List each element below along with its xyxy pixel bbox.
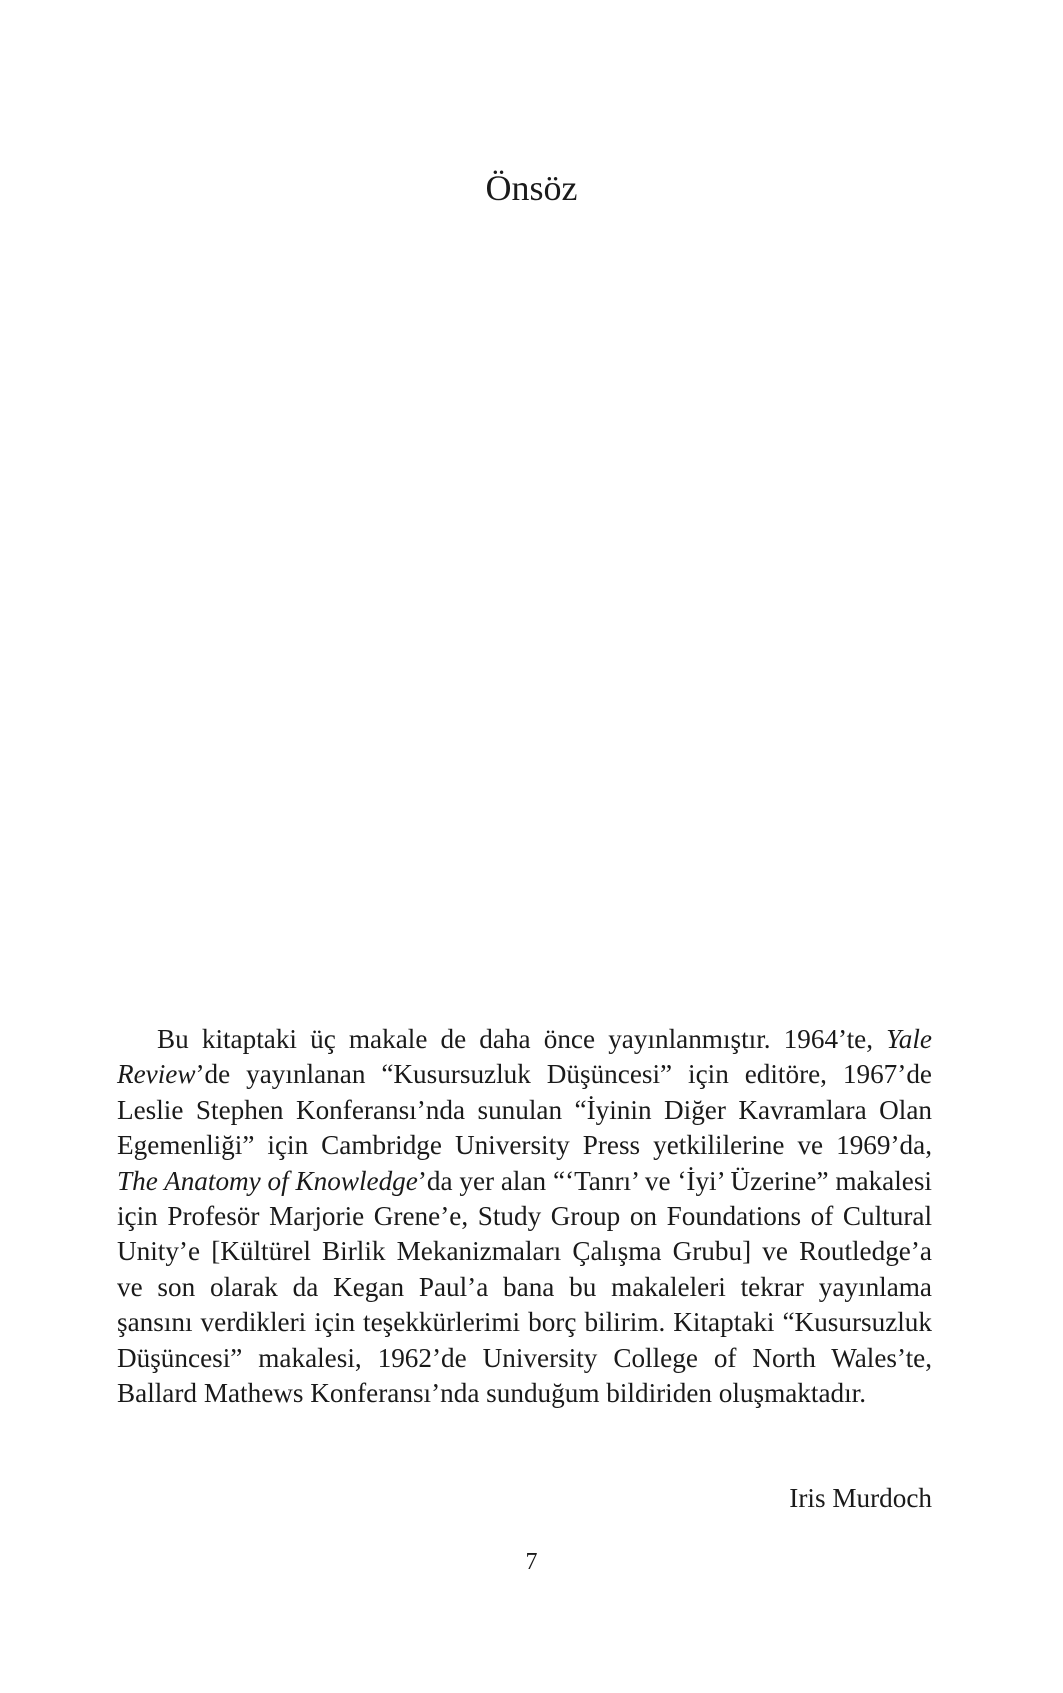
paragraph-text-part-2: ’de yayınlanan “Kusursuzluk Düşüncesi” için editöre, 1967’de Leslie Stephen Konferansı’nda sunulan “İyinin Diğer Kavramlara Olan Egemenliği” için Cambridge University Press yetkililerine ve 1969’da, bbox=[117, 1059, 932, 1161]
paragraph-text-part-3: ’da yer alan “‘Tanrı’ ve ‘İyi’ Üzerine” makalesi için Profesör Marjorie Grene’e, Study Group on Foundations of Cultural Unity’e [Kültürel Birlik Mekanizmaları Çalışma Grubu] ve Routledge’a ve son olarak da Kegan Paul’a bana bu makaleleri tekrar yayınlama şansını verdikleri için teşekkürlerimi borç bilirim. Kitaptaki “Kusursuzluk Düşüncesi” makalesi, 1962’de University College of North Wales’te, Ballard Mathews Konferansı’nda sunduğum bildiriden oluşmaktadır. bbox=[117, 1165, 932, 1409]
book-title-anatomy-of-knowledge: The Anatomy of Knowledge bbox=[117, 1165, 418, 1196]
author-signature: Iris Murdoch bbox=[789, 1483, 932, 1513]
page-number: 7 bbox=[525, 1549, 538, 1575]
journal-title-yale-review: Yale Review bbox=[117, 1024, 932, 1090]
preface-paragraph bbox=[117, 1022, 932, 1411]
paragraph-text-part-1: Bu kitaptaki üç makale de daha önce yayınlanmıştır. 1964’te, bbox=[157, 1024, 887, 1054]
page-title: Önsöz bbox=[485, 168, 578, 208]
